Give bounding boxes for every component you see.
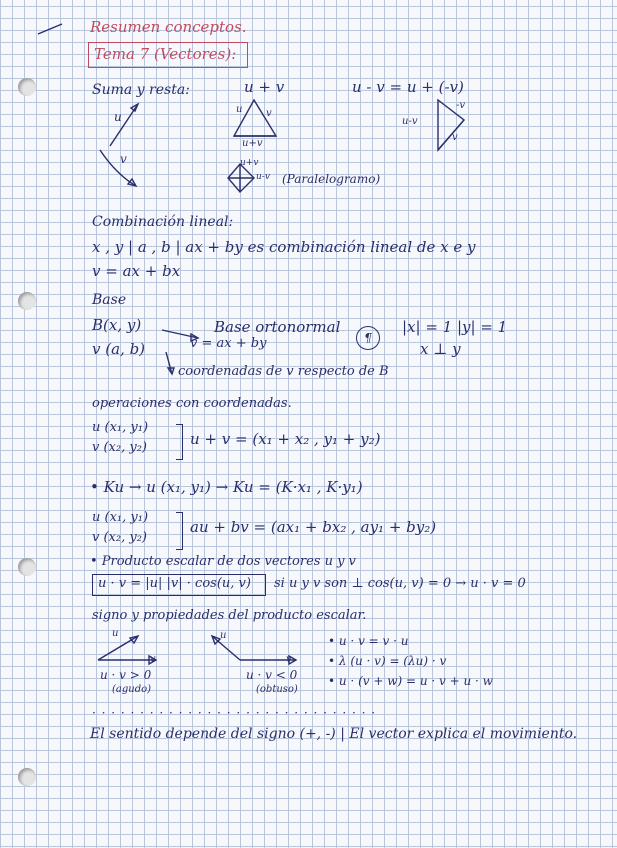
section-heading-operaciones: operaciones con coordenadas. [92, 396, 292, 411]
vector-v-label: v [120, 152, 127, 166]
scalar-multiplication: • Ku → u (x₁, y₁) → Ku = (K·x₁ , K·y₁) [90, 478, 363, 496]
binder-hole [18, 768, 36, 786]
page-title: Resumen conceptos. [90, 18, 247, 36]
property-commutative: • u · v = v · u [328, 634, 409, 648]
u-minus-v-label: u-v [402, 116, 418, 127]
binder-hole [18, 292, 36, 310]
linear-combination-result: au + bv = (ax₁ + bx₂ , ay₁ + by₂) [190, 518, 437, 536]
para-sum-label: u+v [240, 158, 259, 168]
unit-norms: |x| = 1 |y| = 1 [402, 318, 508, 336]
section-heading-combinacion: Combinación lineal: [92, 214, 234, 230]
obtuse-v-label: v [286, 654, 292, 665]
acute-u-label: u [112, 628, 119, 639]
footer-note: El sentido depende del signo (+, -) | El vector explica el movimiento. [90, 726, 578, 742]
diff-v-label: v [452, 132, 458, 143]
v-formula: v = ax + by [190, 336, 267, 351]
dotted-separator: · · · · · · · · · · · · · · · · · · · · · · · · · · · · · · [92, 706, 377, 720]
sum-result: u + v = (x₁ + x₂ , y₁ + y₂) [190, 430, 381, 448]
pen-stroke [36, 22, 66, 36]
section-heading-suma-resta: Suma y resta: [92, 82, 190, 98]
property-scalar: • λ (u · v) = (λu) · v [328, 654, 447, 668]
property-distributive: • u · (v + w) = u · v + u · w [328, 674, 493, 688]
binder-hole [18, 558, 36, 576]
section-heading-base: Base [92, 292, 127, 308]
obtuse-relation: u · v < 0 [246, 668, 298, 682]
sum-v-coords: v (x₂, y₂) [92, 440, 147, 455]
acute-relation: u · v > 0 [100, 668, 152, 682]
ortho-symbol: ¶ [356, 326, 380, 350]
section-heading-producto: • Producto escalar de dos vectores u y v [90, 554, 356, 569]
section-heading-signo: signo y propiedades del producto escalar. [92, 608, 367, 623]
perpendicular-condition: si u y v son ⊥ cos(u, v) = 0 → u · v = 0 [274, 576, 526, 591]
sum-label: u + v [244, 78, 285, 96]
topic-title: Tema 7 (Vectores): [94, 45, 237, 63]
sum-u-coords: u (x₁, y₁) [92, 420, 149, 435]
v-coordinates: v (a, b) [92, 340, 146, 358]
coordinates-note: coordenadas de v respecto de B [178, 364, 389, 379]
dot-product-formula: u · v = |u| |v| · cos(u, v) [98, 576, 251, 591]
perpendicular-relation: x ⊥ y [420, 340, 461, 358]
lin-bracket [176, 512, 183, 550]
combinacion-line-1: x , y | a , b | ax + by es combinación lineal de x e y [92, 238, 476, 256]
vector-sketch-u-v [98, 98, 158, 198]
lin-v-coords: v (x₂, y₂) [92, 530, 147, 545]
binder-hole [18, 78, 36, 96]
difference-triangle-diagram [430, 94, 480, 154]
acute-name: (agudo) [112, 684, 152, 695]
sum-triangle-diagram [230, 94, 290, 144]
combinacion-line-2: v = ax + bx [92, 262, 181, 280]
difference-label: u - v = u + (-v) [352, 78, 464, 96]
base-definition: B(x, y) [92, 316, 142, 334]
triangle-v-label: v [266, 108, 272, 119]
obtuse-name: (obtuso) [256, 684, 298, 695]
ortonormal-label: Base ortonormal [214, 318, 341, 336]
minus-v-label: -v [456, 100, 466, 111]
obtuse-u-label: u [220, 630, 227, 641]
vector-u-label: u [114, 110, 122, 124]
triangle-sum-label: u+v [242, 138, 263, 149]
para-diff-label: u-v [256, 172, 270, 182]
triangle-u-label: u [236, 104, 243, 115]
sum-bracket [176, 424, 183, 460]
acute-v-label: v [150, 654, 156, 665]
parallelogram-note: (Paralelogramo) [282, 172, 381, 186]
lin-u-coords: u (x₁, y₁) [92, 510, 149, 525]
